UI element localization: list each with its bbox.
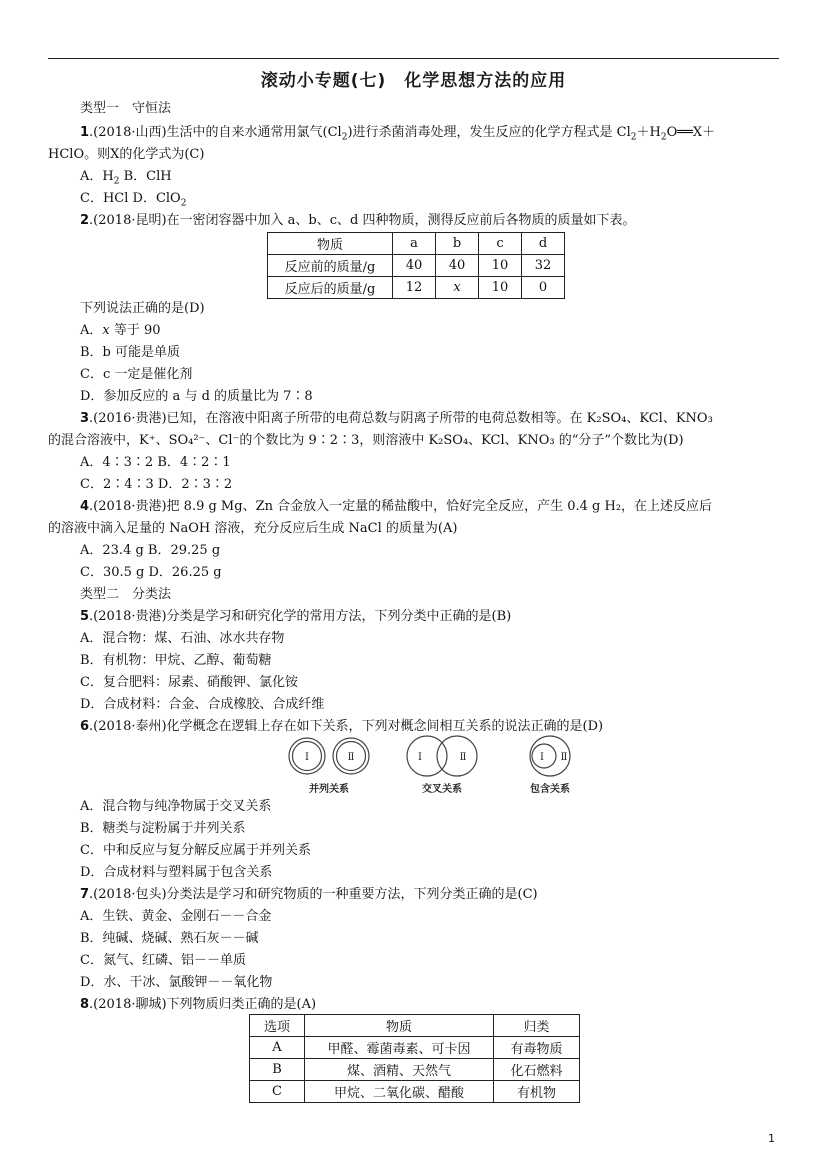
question-7-option-a: A．生铁、黄金、金刚石－－合金 — [80, 909, 272, 924]
circle-label-2: Ⅱ — [560, 752, 568, 763]
question-7-option-c: C．氮气、红磷、铝－－单质 — [80, 953, 246, 968]
label-cross-relation: 交叉关系 — [422, 784, 462, 795]
question-4-options-ab: A．23.4 g B．29.25 g — [80, 543, 221, 558]
question-1-number: 1 — [80, 125, 90, 140]
question-4-line-2: 的溶液中滴入足量的 NaOH 溶液，充分反应后生成 NaCl 的质量为(A) — [48, 521, 458, 536]
question-1-line-1: 1.(2018·山西)生活中的自来水通常用氯气$(Cl_2)$进行杀菌消毒处理，发生反应的化学方程式是 $Cl_2+H_2O══X+$ — [80, 125, 716, 143]
relation-diagram-svg — [280, 734, 580, 800]
concept-relation-diagram — [280, 734, 580, 804]
question-8-table — [249, 1014, 580, 1103]
question-5-line-1: 5.(2018·贵港)分类是学习和研究化学的常用方法，下列分类中正确的是(B) — [80, 609, 512, 624]
cross-circle-1 — [407, 736, 447, 776]
section-heading-type1: 类型一 守恒法 — [80, 101, 172, 116]
label-parallel-relation: 并列关系 — [309, 784, 349, 795]
question-7-option-d: D．水、干冰、氯酸钾－－氧化物 — [80, 975, 273, 990]
question-6-option-a: A．混合物与纯净物属于交叉关系 — [80, 799, 272, 814]
question-6-option-b: B．糖类与淀粉属于并列关系 — [80, 821, 246, 836]
table-row: B 煤、酒精、天然气 化石燃料 — [250, 1059, 580, 1081]
question-5-option-a: A．混合物：煤、石油、冰水共存物 — [80, 631, 285, 646]
section-heading-type2: 类型二 分类法 — [80, 587, 172, 602]
cross-circle-2 — [437, 736, 477, 776]
circle-label-1: Ⅰ — [305, 752, 309, 763]
table-row: 反应后的质量/g 12 x 10 0 — [268, 277, 565, 299]
circle-label-1: Ⅰ — [540, 752, 544, 763]
question-5-option-c: C．复合肥料：尿素、硝酸钾、氯化铵 — [80, 675, 298, 690]
header-rule — [48, 58, 779, 59]
question-3-line-2: 的混合溶液中，K⁺、SO₄²⁻、Cl⁻的个数比为 9∶2∶3，则溶液中 K₂SO₄、KCl、KNO₃ 的“分子”个数比为(D) — [48, 433, 684, 448]
question-2-option-c: C．c 一定是催化剂 — [80, 367, 193, 382]
circle-label-2: Ⅱ — [459, 752, 467, 763]
question-3-line-1: 3.(2016·贵港)已知，在溶液中阳离子所带的电荷总数与阴离子所带的电荷总数相等。在 K₂SO₄、KCl、KNO₃ — [80, 411, 713, 426]
question-3-options-ab: A．4∶3∶2 B．4∶2∶1 — [80, 455, 231, 470]
question-2-option-a: A．x 等于 90 — [80, 323, 161, 338]
question-4-options-cd: C．30.5 g D．26.25 g — [80, 565, 222, 580]
page-number: 1 — [768, 1132, 775, 1145]
circle-label-2: Ⅱ — [347, 752, 355, 763]
table-row: A 甲醛、霉菌毒素、可卡因 有毒物质 — [250, 1037, 580, 1059]
question-2-ask: 下列说法正确的是(D) — [80, 301, 205, 316]
question-4-line-1: 4.(2018·贵港)把 8.9 g Mg、Zn 合金放入一定量的稀盐酸中，恰好完全反应，产生 0.4 g H₂，在上述反应后 — [80, 499, 713, 514]
question-7-option-b: B．纯碱、烧碱、熟石灰－－碱 — [80, 931, 259, 946]
question-7-line-1: 7.(2018·包头)分类法是学习和研究物质的一种重要方法，下列分类正确的是(C) — [80, 887, 538, 902]
question-5-option-d: D．合成材料：合金、合成橡胶、合成纤维 — [80, 697, 325, 712]
table-row: 物质 a b c d — [268, 233, 565, 255]
question-2-option-b: B．b 可能是单质 — [80, 345, 181, 360]
question-1-options-ab: A．$H_2$ B．ClH — [80, 169, 172, 187]
question-1-options-cd: C．HCl D．ClO$_2$ — [80, 191, 187, 209]
question-8-line-1: 8.(2018·聊城)下列物质归类正确的是(A) — [80, 997, 317, 1012]
page-title: 滚动小专题(七) 化学思想方法的应用 — [260, 71, 567, 91]
question-5-option-b: B．有机物：甲烷、乙醇、葡萄糖 — [80, 653, 272, 668]
question-3-options-cd: C．2∶4∶3 D．2∶3∶2 — [80, 477, 233, 492]
table-row: C 甲烷、二氧化碳、醋酸 有机物 — [250, 1081, 580, 1103]
label-contain-relation: 包含关系 — [530, 784, 570, 795]
question-6-line-1: 6.(2018·泰州)化学概念在逻辑上存在如下关系，下列对概念间相互关系的说法正确的是(D) — [80, 719, 604, 734]
question-2-option-d: D．参加反应的 a 与 d 的质量比为 7∶8 — [80, 389, 313, 404]
question-6-option-c: C．中和反应与复分解反应属于并列关系 — [80, 843, 311, 858]
table-row: 选项 物质 归类 — [250, 1015, 580, 1037]
question-6-option-d: D．合成材料与塑料属于包含关系 — [80, 865, 273, 880]
circle-label-1: Ⅰ — [418, 752, 422, 763]
question-1-line-2: HClO。则X的化学式为(C) — [48, 147, 205, 162]
contain-circle-inner — [532, 744, 556, 768]
table-row: 反应前的质量/g 40 40 10 32 — [268, 255, 565, 277]
question-2-table — [267, 232, 565, 299]
question-2-line-1: 2.(2018·昆明)在一密闭容器中加入 a、b、c、d 四种物质，测得反应前后各物质的质量如下表。 — [80, 213, 636, 228]
